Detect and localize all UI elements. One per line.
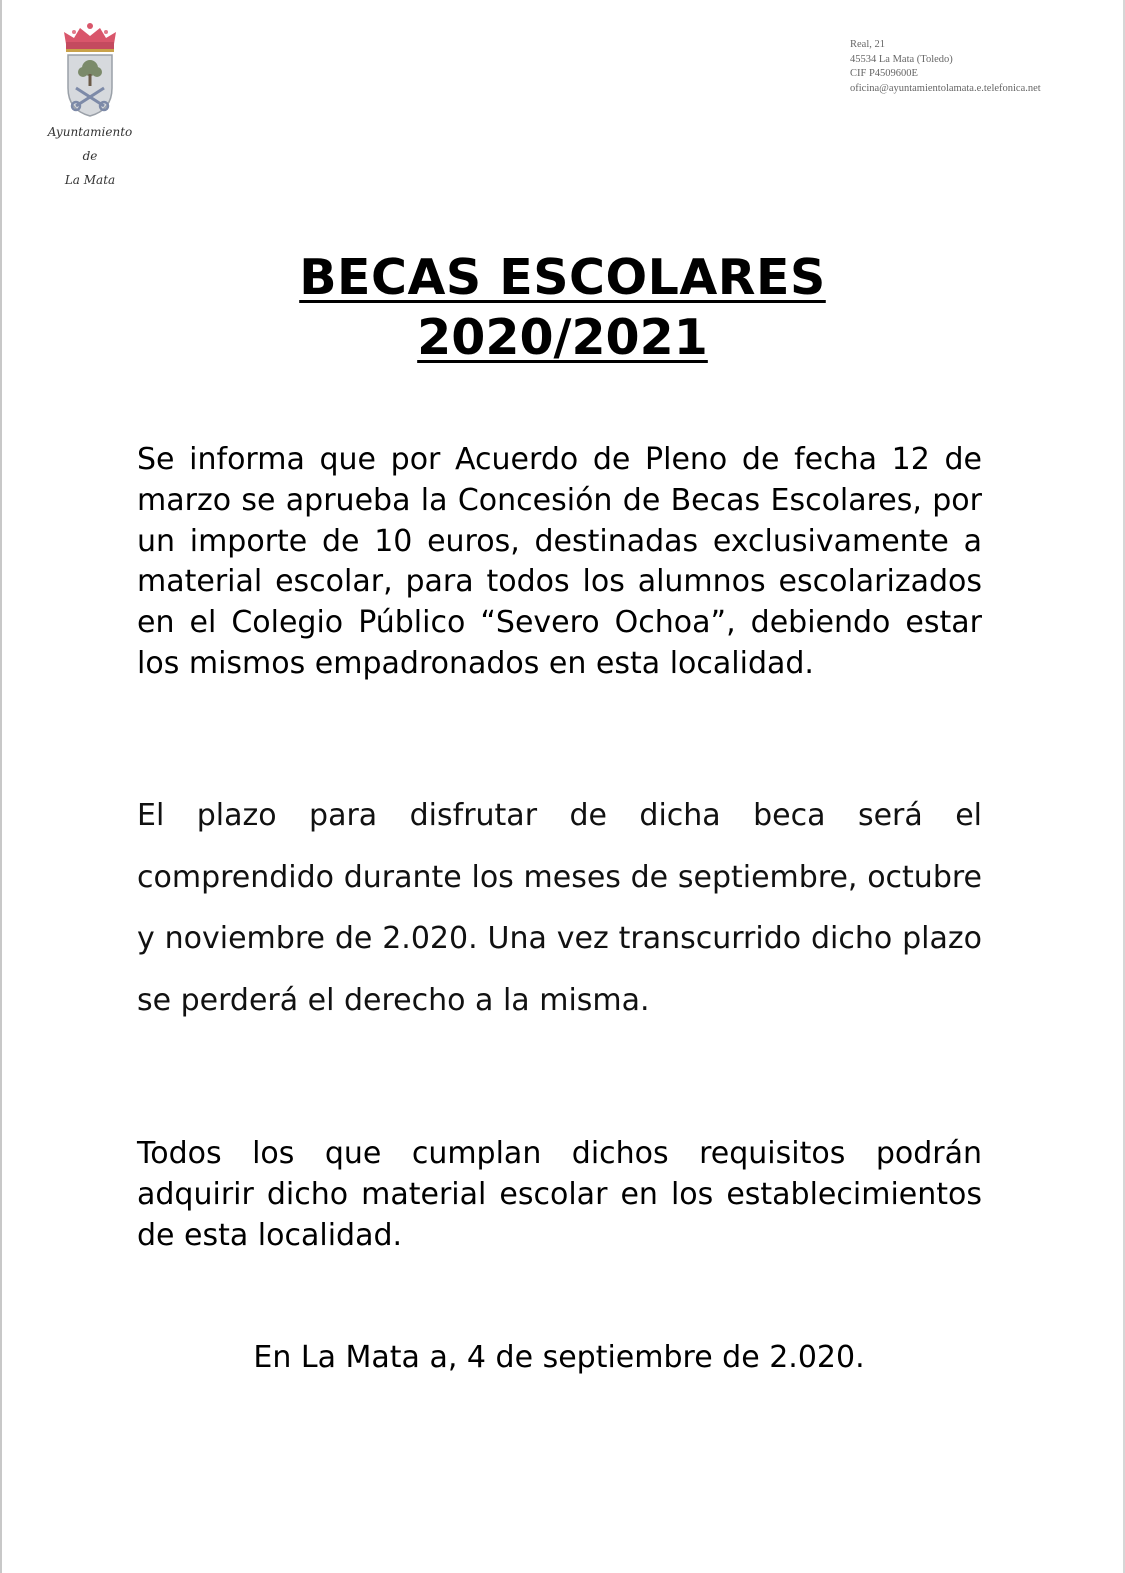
letterhead-address — [850, 38, 1041, 96]
title-line-1: BECAS ESCOLARES — [299, 249, 826, 306]
title-line-2: 2020/2021 — [417, 309, 708, 366]
crest-caption-line: Ayuntamiento — [47, 125, 133, 139]
coat-of-arms-icon — [58, 22, 122, 118]
address-email: oficina@ayuntamientolamata.e.telefonica.net — [850, 82, 1041, 94]
signoff-date: En La Mata a, 4 de septiembre de 2.020. — [253, 1340, 865, 1375]
paragraph-announcement: Se informa que por Acuerdo de Pleno de fecha 12 de marzo se aprueba la Concesión de Becas Escolares, por un importe de 10 euros, destinadas exclusivamente a material escolar, para todos los alumnos escolarizados en el Colegio Público “Severo Ochoa”, debiendo estar los mismos empadronados en esta localidad. — [137, 442, 982, 681]
page-title — [0, 248, 1125, 368]
paragraph-deadline: El plazo para disfrutar de dicha beca será el comprendido durante los meses de septiembre, octubre y noviembre de 2.020. Una vez transcurrido dicho plazo se perderá el derecho a la misma. — [137, 798, 982, 1018]
crest-caption — [40, 120, 140, 192]
paragraph-purchase: Todos los que cumplan dichos requisitos podrán adquirir dicho material escolar en los establecimientos de esta localidad. — [137, 1136, 982, 1253]
address-street: Real, 21 — [850, 39, 885, 50]
crest-caption-line: La Mata — [64, 173, 116, 187]
address-city: 45534 La Mata (Toledo) — [850, 53, 953, 65]
crest-caption-line: de — [82, 149, 98, 163]
address-cif: CIF P4509600E — [850, 68, 918, 79]
